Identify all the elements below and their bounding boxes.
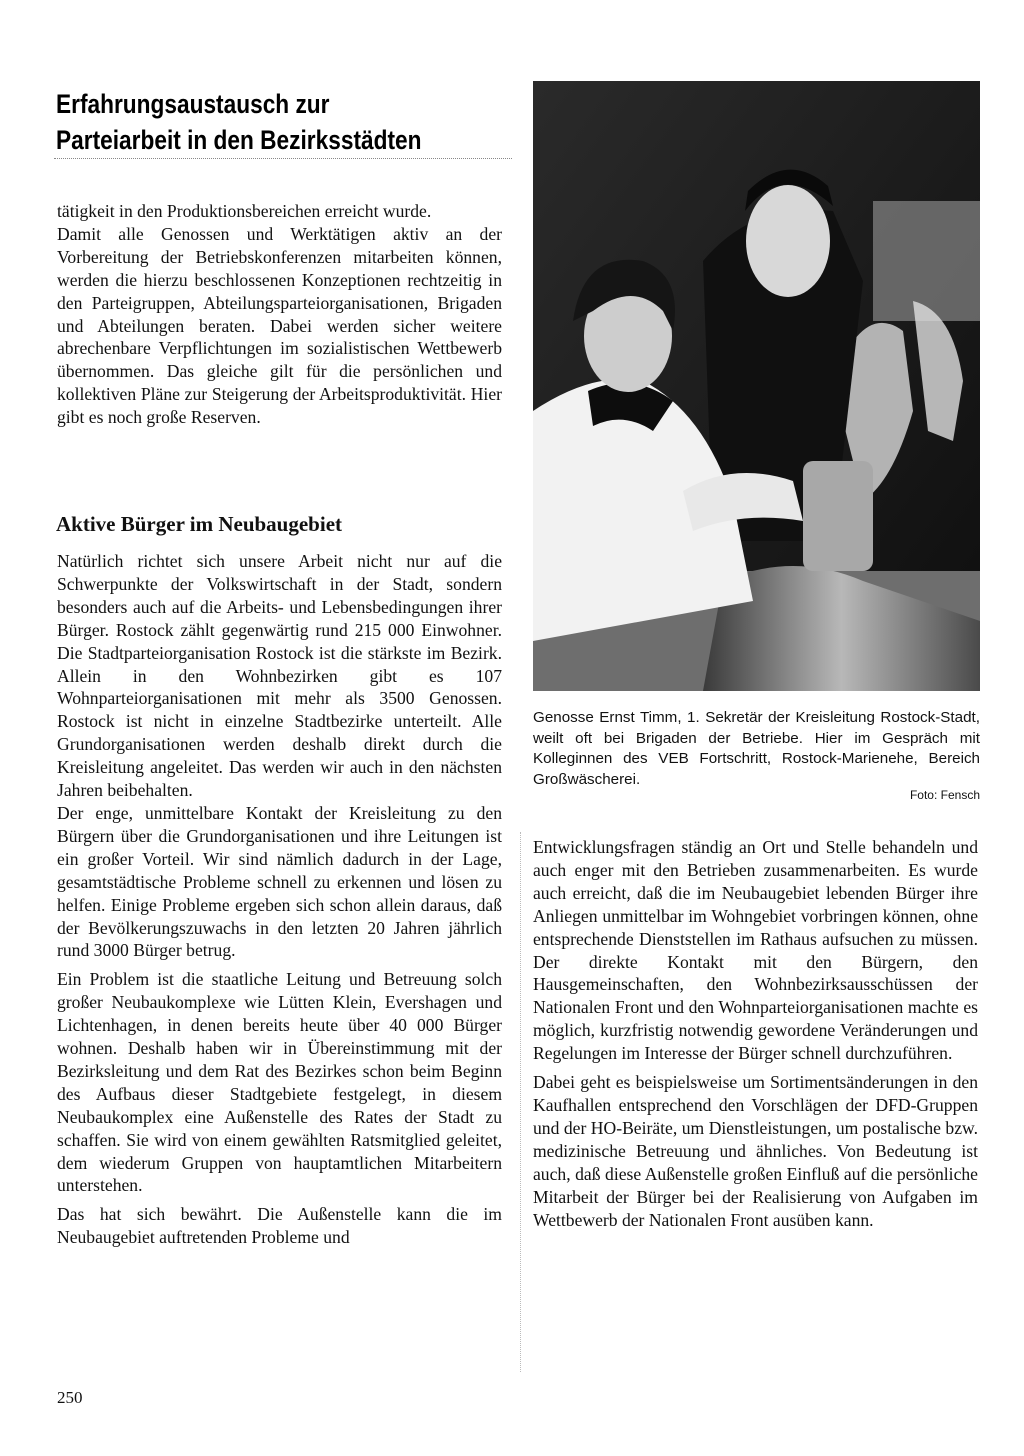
section-subheading: Aktive Bürger im Neubaugebiet — [56, 512, 343, 536]
paragraph: Dabei geht es beispielsweise um Sortimentsänderungen in den Kaufhallen entsprechend den Vorschlägen der DFD-Gruppen und der HO-Beiräte, um Dienstleistungen, um postalische bzw. medizinische Betreuung und ähnliches. Von Bedeutung ist auch, daß diese Außenstelle großen Einfluß auf die persönliche Mitarbeit der Bürger bei der Realisierung von Aufgaben im Wettbewerb der Nationalen Front ausüben kann. — [533, 1072, 978, 1230]
paragraph: Ein Problem ist die staatliche Leitung und Betreuung solch großer Neubaukomplexe wie Lütten Klein, Evershagen und Lichtenhagen, in denen bereits heute über 40 000 Bürger wohnen. Deshalb haben wir in Übereinstimmung mit der Bezirksleitung und dem Rat des Bezirkes schon beim Beginn des Aufbaus dieser Stadtgebiete festgelegt, in diesem Neubaukomplex eine Außenstelle des Rates der Stadt zu schaffen. Sie wird von einem gewählten Ratsmitglied geleitet, dem wiederum Gruppen von hauptamtlichen Mitarbeitern unterstehen. — [57, 969, 502, 1196]
headline-line-2: Parteiarbeit in den Bezirksstädten — [56, 125, 422, 155]
article-headline — [56, 86, 442, 158]
paragraph: Das hat sich bewährt. Die Außenstelle kann die im Neubaugebiet auftretenden Probleme und — [57, 1204, 502, 1248]
paragraph: Natürlich richtet sich unsere Arbeit nicht nur auf die Schwerpunkte der Volkswirtschaft in der Stadt, sondern besonders auch auf die Arbeits- und Lebensbedingungen ihrer Bürger. Rostock zählt gegenwärtig rund 215 000 Einwohner. Die Stadtparteiorganisation Rostock ist die stärkste im Bezirk. Allein in den Wohnbezirken gibt es 107 Wohnparteiorganisationen mit mehr als 3500 Genossen. Rostock ist nicht in einzelne Stadtbezirke unterteilt. Alle Grundorganisationen werden deshalb direkt durch die Kreisleitung angeleitet. Das werden wir auch in den nächsten Jahren beibehalten. — [57, 551, 502, 801]
headline-divider — [54, 158, 512, 159]
page-number: 250 — [57, 1388, 83, 1407]
paragraph: Der enge, unmittelbare Kontakt der Kreisleitung zu den Bürgern über die Grundorganisationen und ihre Leitungen ist ein großer Vorteil. Wir sind nämlich dadurch in der Lage, gesamtstädtische Probleme schnell zu erkennen und lösen zu helfen. Einige Probleme ergeben sich schon allein daraus, daß der Bevölkerungszuwachs in den letzten 20 Jahren jährlich rund 3000 Bürger betrug. — [57, 802, 502, 961]
paragraph: Entwicklungsfragen ständig an Ort und Stelle behandeln und auch enger mit den Betrieben zusammenarbeiten. Es wurde auch erreicht, daß die im Neubaugebiet lebenden Bürger ihre Anliegen unmittelbar im Wohngebiet vorbringen können, ohne entsprechende Dienststellen im Rathaus aufsuchen zu müssen. Der direkte Kontakt mit den Bürgern, den Hausgemeinschaften, den Wohnbezirksausschüssen der Nationalen Front und den Wohnparteiorganisationen machte es möglich, kurzfristig notwendig gewordene Veränderungen und Regelungen im Interesse der Bürger schnell durchzuführen. — [533, 837, 978, 1064]
photo-credit: Foto: Fensch — [909, 788, 980, 802]
column-divider — [520, 832, 521, 1372]
paragraph: tätigkeit in den Produktionsbereichen erreicht wurde. — [57, 201, 432, 221]
headline-line-1: Erfahrungsaustausch zur — [56, 89, 330, 119]
paragraph: Damit alle Genossen und Werktätigen aktiv an der Vorbereitung der Betriebskonferenzen mitarbeiten können, werden die hierzu beschlossenen Konzeptionen rechtzeitig in den Parteigruppen, Abteilungsparteiorganisationen, Brigaden und Abteilungen beraten. Dabei werden sicher weitere abrechenbare Verpflichtungen im sozialistischen Wettbewerb übernommen. Das gleiche gilt für die persönlichen und kollektiven Pläne zur Steigerung der Arbeitsproduktivität. Hier gibt es noch große Reserven. — [57, 223, 502, 428]
right-column-main — [533, 836, 978, 1231]
article-photo — [533, 81, 980, 691]
left-column-main — [57, 550, 502, 1249]
photo-illustration — [533, 81, 980, 691]
photo-caption: Genosse Ernst Timm, 1. Sekretär der Kreisleitung Rostock-Stadt, weilt oft bei Brigaden der Betriebe. Hier im Gespräch mit Kolleginnen des VEB Fortschritt, Rostock-Marienehe, Bereich Großwäscherei. — [533, 709, 980, 788]
left-column-intro — [57, 200, 502, 429]
